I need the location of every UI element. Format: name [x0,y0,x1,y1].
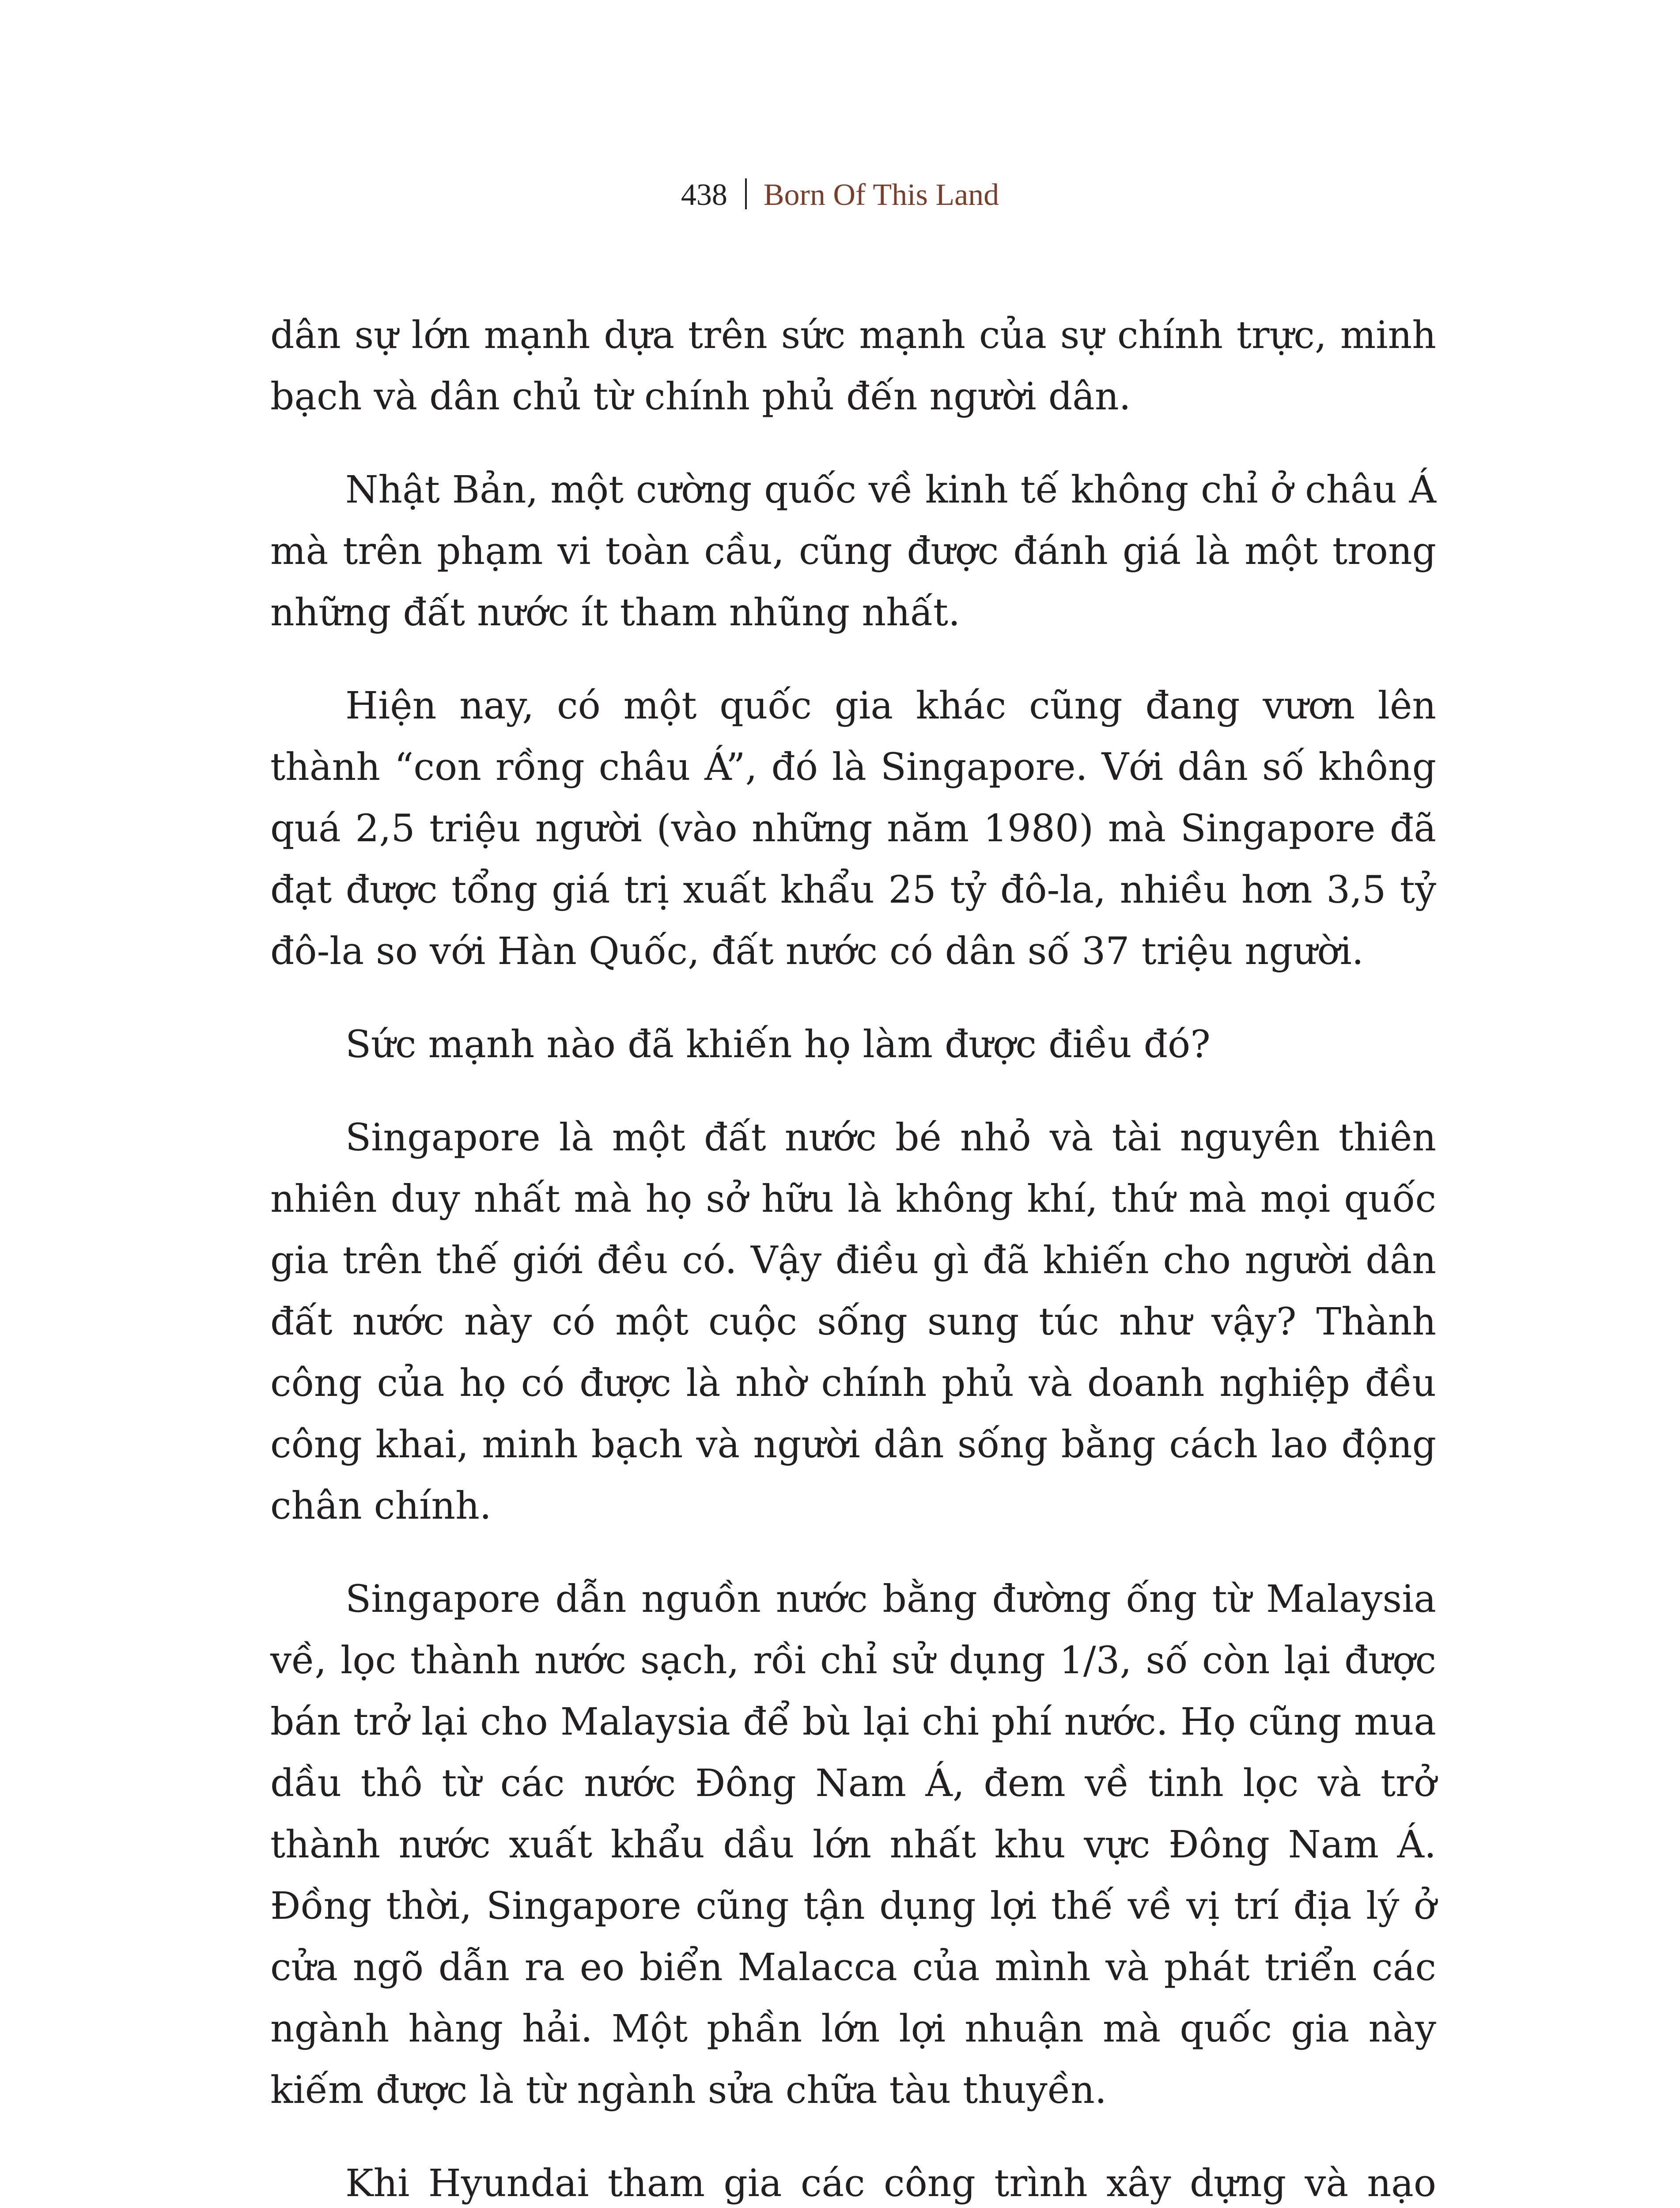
body-text [270,305,1436,2208]
book-title: Born Of This Land [763,178,999,212]
running-header [0,173,1680,217]
header-divider [745,178,747,209]
paragraph: Nhật Bản, một cường quốc về kinh tế không chỉ ở châu Á mà trên phạm vi toàn cầu, cũng được đánh giá là một trong những đất nước ít tham nhũng nhất. [270,468,1436,635]
paragraph-continued: dân sự lớn mạnh dựa trên sức mạnh của sự chính trực, minh bạch và dân chủ từ chính phủ đến người dân. [270,314,1436,419]
paragraph: Sức mạnh nào đã khiến họ làm được điều đó? [345,1023,1211,1066]
paragraph: Hiện nay, có một quốc gia khác cũng đang vươn lên thành “con rồng châu Á”, đó là Singapore. Với dân số không quá 2,5 triệu người (vào những năm 1980) mà Singapore đã đạt được tổng giá trị xuất khẩu 25 tỷ đô-la, nhiều hơn 3,5 tỷ đô-la so với Hàn Quốc, đất nước có dân số 37 triệu người. [270,684,1436,973]
page-number: 438 [681,178,727,212]
paragraph: Khi Hyundai tham gia các công trình xây dựng và nạo [345,2162,1436,2205]
paragraph: Singapore là một đất nước bé nhỏ và tài nguyên thiên nhiên duy nhất mà họ sở hữu là không khí, thứ mà mọi quốc gia trên thế giới đều có. Vậy điều gì đã khiến cho người dân đất nước này có một cuộc sống sung túc như vậy? Thành công của họ có được là nhờ chính phủ và doanh nghiệp đều công khai, minh bạch và người dân sống bằng cách lao động chân chính. [270,1116,1436,1528]
paragraph: Singapore dẫn nguồn nước bằng đường ống từ Malaysia về, lọc thành nước sạch, rồi chỉ sử dụng 1/3, số còn lại được bán trở lại cho Malaysia để bù lại chi phí nước. Họ cũng mua dầu thô từ các nước Đông Nam Á, đem về tinh lọc và trở thành nước xuất khẩu dầu lớn nhất khu vực Đông Nam Á. Đồng thời, Singapore cũng tận dụng lợi thế về vị trí địa lý ở cửa ngõ dẫn ra eo biển Malacca của mình và phát triển các ngành hàng hải. Một phần lớn lợi nhuận mà quốc gia này kiếm được là từ ngành sửa chữa tàu thuyền. [270,1577,1436,2112]
